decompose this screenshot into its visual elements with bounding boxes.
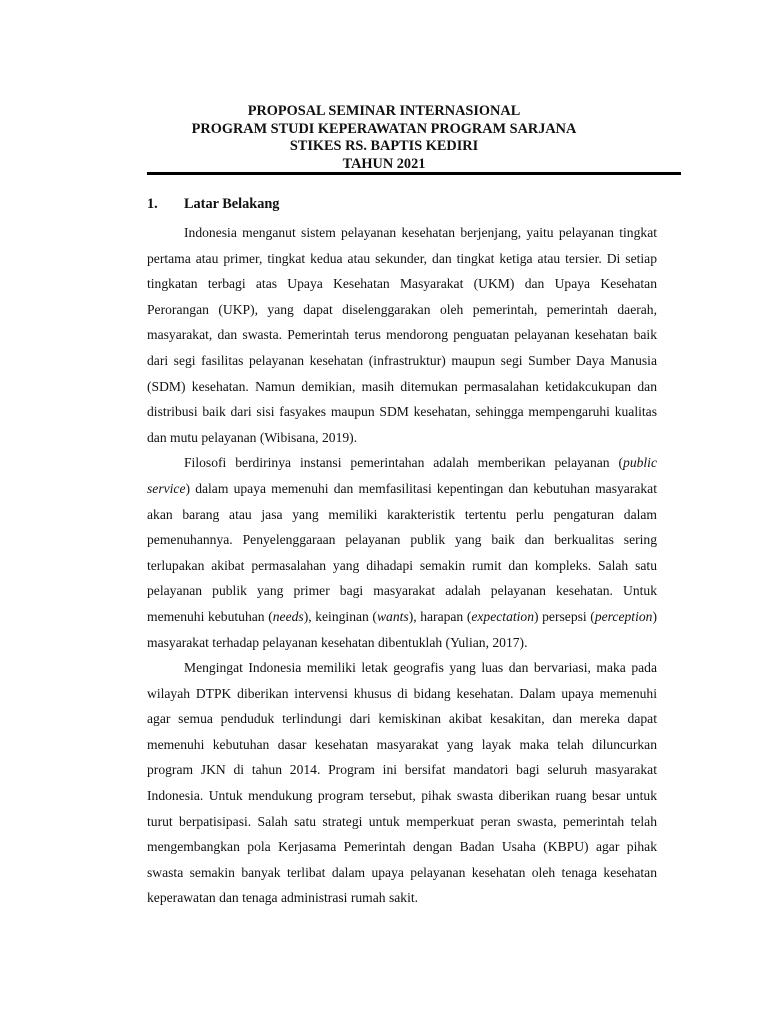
document-body bbox=[147, 220, 657, 911]
paragraph-2 bbox=[147, 450, 657, 655]
header-divider bbox=[147, 172, 681, 175]
section-number: 1. bbox=[147, 196, 158, 212]
section-title: Latar Belakang bbox=[184, 196, 280, 212]
header-title-line-2: PROGRAM STUDI KEPERAWATAN PROGRAM SARJANA bbox=[191, 120, 577, 137]
paragraph-2-text-d: ), harapan ( bbox=[408, 608, 472, 624]
paragraph-3: Mengingat Indonesia memiliki letak geografis yang luas dan bervariasi, maka pada wilayah DTPK diberikan intervensi khusus di bidang kesehatan. Dalam upaya memenuhi agar semua penduduk terlindungi dari kemiskinan akibat kesakitan, dan mereka dapat memenuhi kebutuhan dasar kesehatan masyarakat yang layak maka telah diluncurkan program JKN di tahun 2014. Program ini bersifat mandatori bagi seluruh masyarakat Indonesia. Untuk mendukung program tersebut, pihak swasta diberikan ruang besar untuk turut berpatisipasi. Salah satu strategi untuk memperkuat peran swasta, pemerintah telah mengembangkan pola Kerjasama Pemerintah dengan Badan Usaha (KBPU) agar pihak swasta semakin banyak terlibat dalam upaya pelayanan kesehatan oleh tenaga kesehatan keperawatan dan tenaga administrasi rumah sakit. bbox=[147, 660, 657, 906]
italic-term-wants: wants bbox=[376, 608, 409, 624]
italic-term-needs: needs bbox=[272, 608, 304, 624]
paragraph-2-text-f: ) masyarakat terhadap pelayanan kesehatan dibentuklah (Yulian, 2017). bbox=[147, 608, 657, 650]
italic-term-public-service: public service bbox=[147, 455, 657, 496]
paragraph-2-text-c: ), keinginan ( bbox=[303, 608, 377, 624]
paragraph-2-text-e: ) persepsi ( bbox=[534, 608, 595, 624]
paragraph-1: Indonesia menganut sistem pelayanan kesehatan berjenjang, yaitu pelayanan tingkat pertama atau primer, tingkat kedua atau sekunder, dan tingkat ketiga atau tersier. Di setiap tingkatan terbagi atas Upaya Kesehatan Masyarakat (UKM) dan Upaya Kesehatan Perorangan (UKP), yang dapat diselenggarakan oleh pemerintah, pemerintah daerah, masyarakat, dan swasta. Pemerintah terus mendorong penguatan pelayanan kesehatan baik dari segi fasilitas pelayanan kesehatan (infrastruktur) maupun segi Sumber Daya Manusia (SDM) kesehatan. Namun demikian, masih ditemukan permasalahan ketidakcukupan dan distribusi baik dari sisi fasyakes maupun SDM kesehatan, sehingga mempengaruhi kualitas dan mutu pelayanan (Wibisana, 2019). bbox=[147, 225, 657, 445]
header-title-line-4: TAHUN 2021 bbox=[342, 155, 426, 172]
document-header bbox=[0, 103, 768, 173]
header-title-line-3: STIKES RS. BAPTIS KEDIRI bbox=[289, 138, 479, 154]
italic-term-perception: perception bbox=[594, 608, 653, 624]
paragraph-2-text-b: ) dalam upaya memenuhi dan memfasilitasi kepentingan dan kebutuhan masyarakat akan barang atau jasa yang memiliki karakteristik tertentu perlu pengaturan dalam pemenuhannya. Penyelenggaraan pelayanan publik yang baik dan berkualitas sering terlupakan akibat permasalahan yang dihadapi semakin rumit dan kompleks. Salah satu pelayanan publik yang primer bagi masyarakat adalah pelayanan kesehatan. Untuk memenuhi kebutuhan ( bbox=[147, 480, 657, 624]
section-heading bbox=[147, 196, 279, 213]
paragraph-2-text-a: Filosofi berdirinya instansi pemerintahan adalah memberikan pelayanan ( bbox=[184, 455, 624, 471]
italic-term-expectation: expectation bbox=[471, 608, 535, 624]
header-title-line-1: PROPOSAL SEMINAR INTERNASIONAL bbox=[247, 103, 521, 119]
